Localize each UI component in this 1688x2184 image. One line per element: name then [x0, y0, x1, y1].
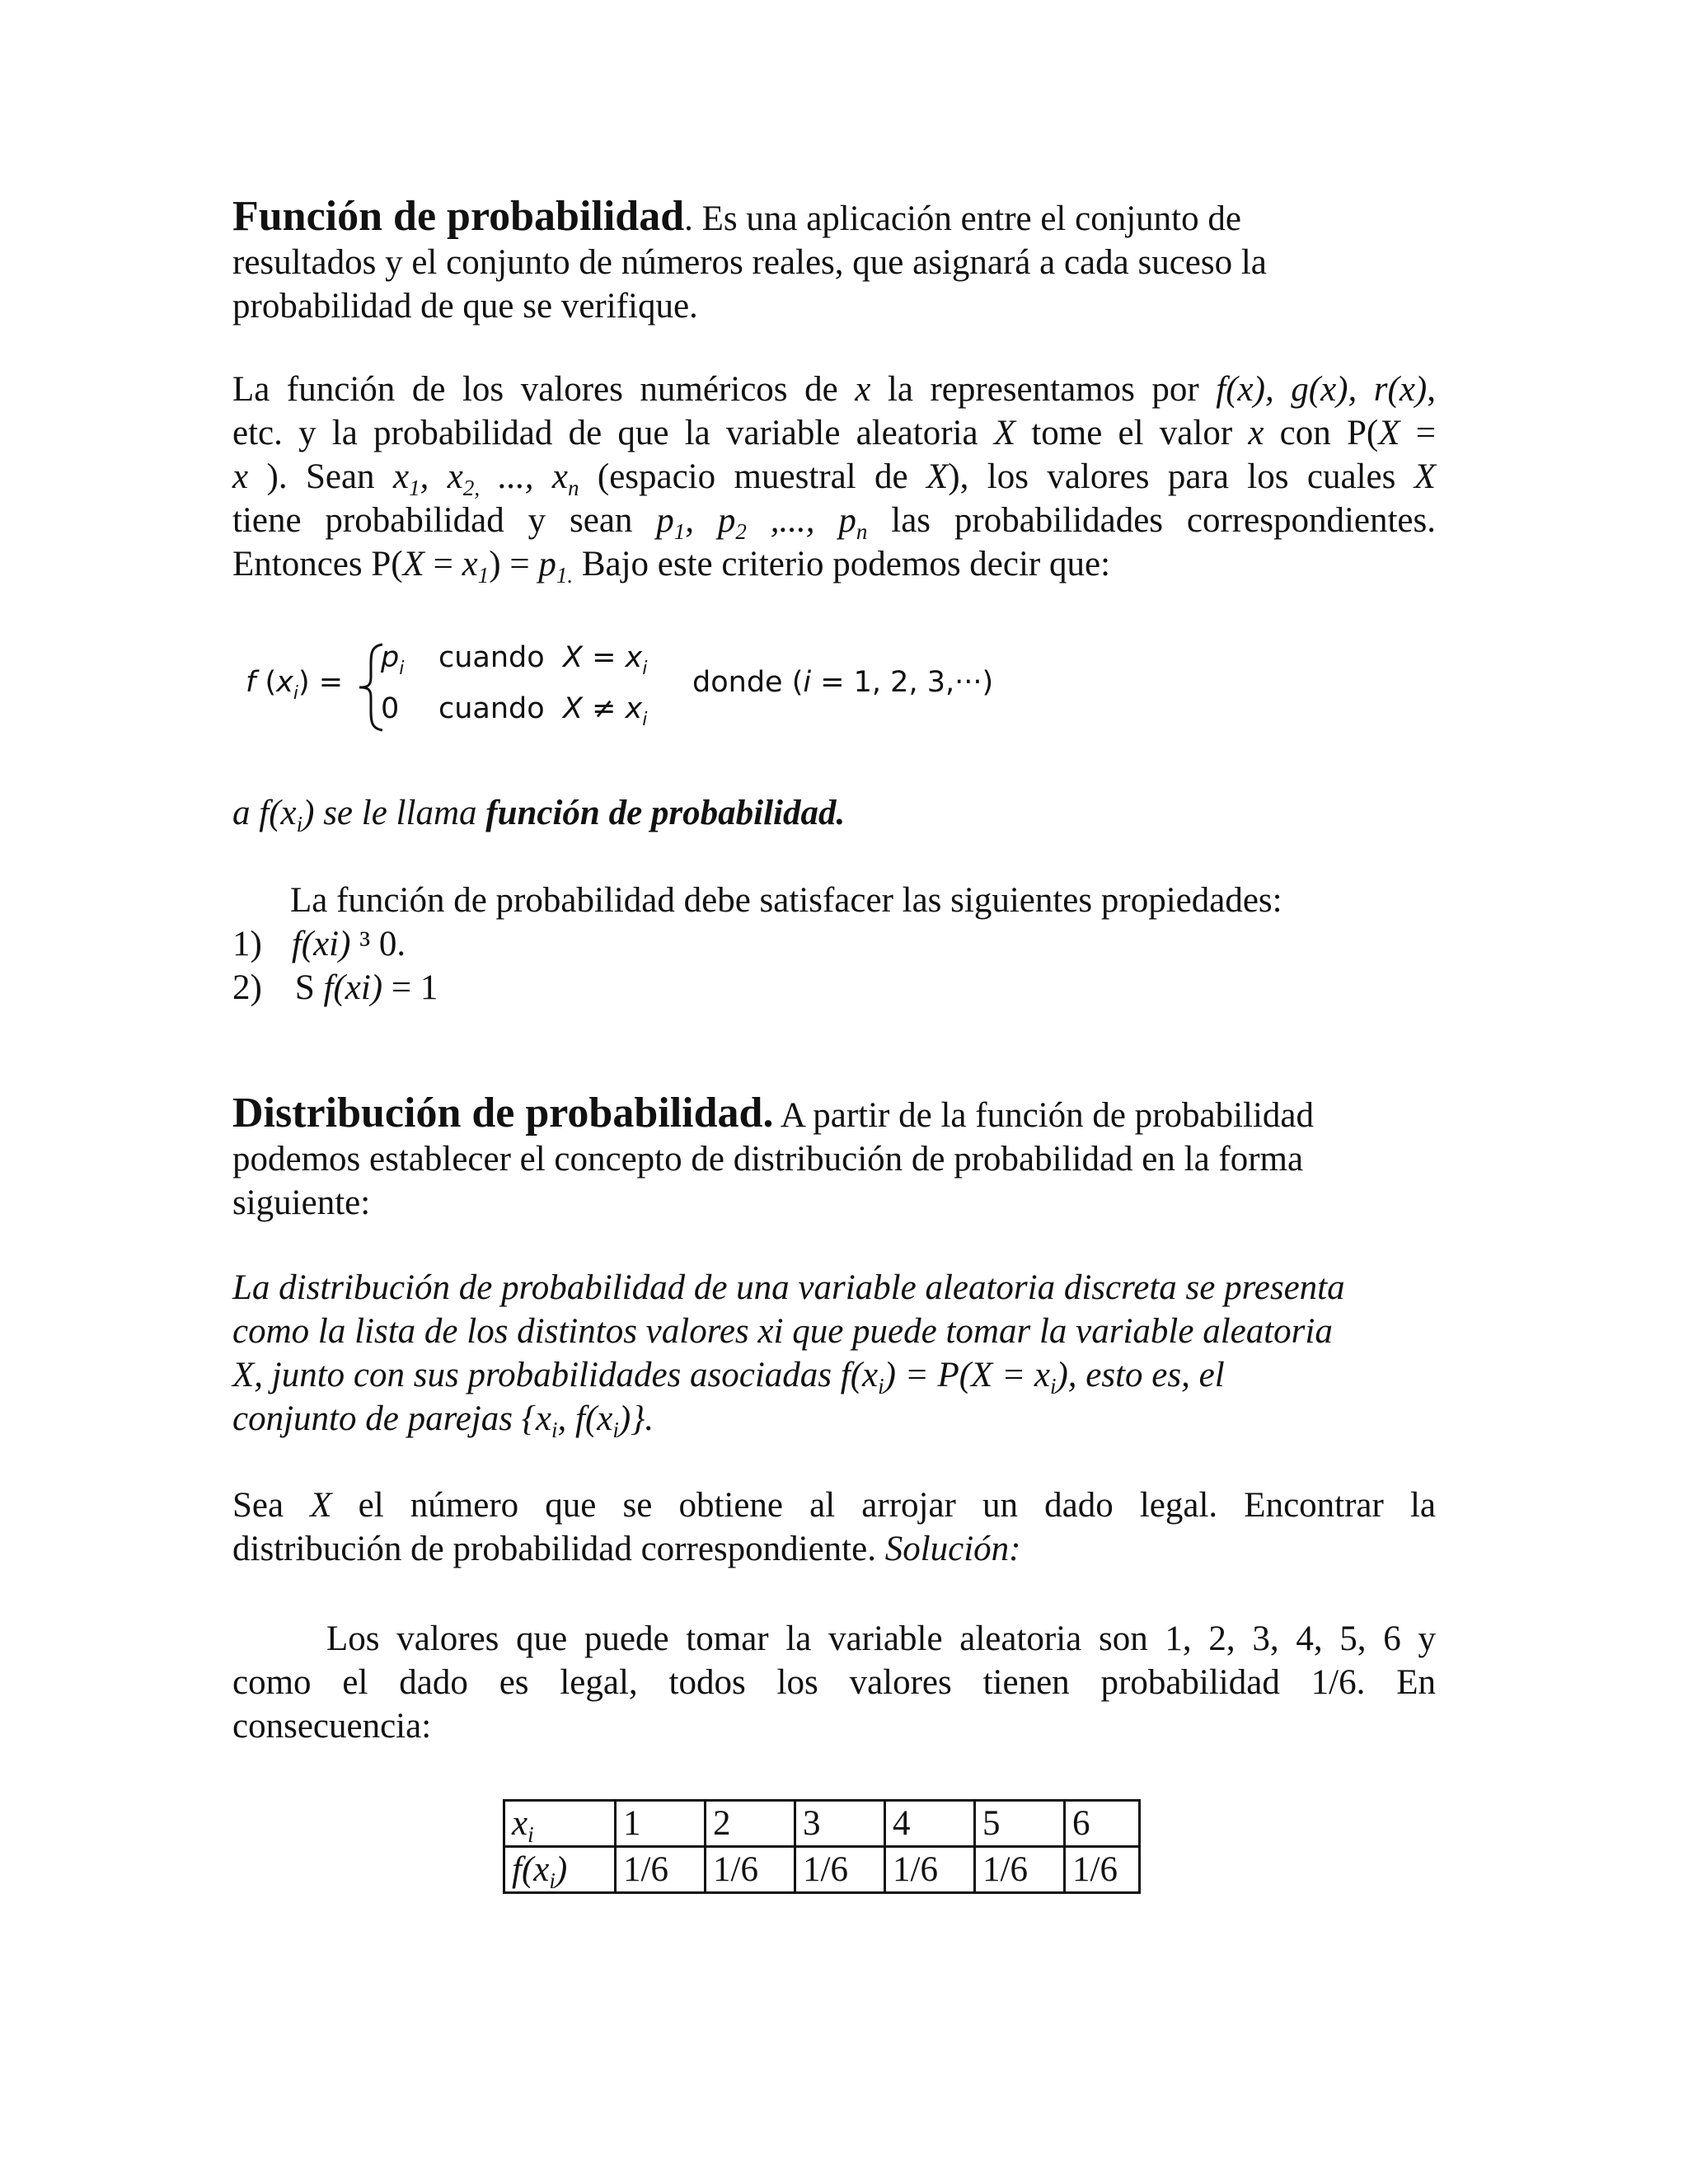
distribution-paragraph: Distribución de probabilidad. A partir de la función de probabilidad podemos establecer el concepto de distribución de probabilidad en la forma siguiente:	[232, 1090, 1315, 1222]
table-cell: 1/6	[975, 1847, 1065, 1893]
intro-paragraph: Función de probabilidad. Es una aplicación entre el conjunto de resultados y el conjunto de números reales, que asignará a cada suceso la probabilidad de que se verifique.	[232, 193, 1267, 326]
example-paragraph: Sea X el número que se obtiene al arrojar un dado legal. Encontrar la distribución de probabilidad correspondiente. Solución:	[232, 1486, 1436, 1568]
text-line: x ). Sean $x_1$, $x_{2,}$ ..., $x_n$ (espacio muestral de X), los valores para los cuales X	[232, 457, 1437, 500]
table-cell: 5	[975, 1801, 1065, 1847]
table-cell: 2	[706, 1801, 795, 1847]
table-cell: 1/6	[795, 1847, 885, 1893]
table-cell: 6	[1065, 1801, 1140, 1847]
formula-index-range: donde (i = 1, 2, 3,···)	[692, 666, 994, 699]
text-line: tiene probabilidad y sean $p_1$, $p_2$ ,..., $p_n$ las probabilidades correspondientes.	[232, 501, 1436, 544]
table-cell: 1/6	[616, 1847, 706, 1893]
formula-lhs: f $(x_i)$ =	[246, 666, 344, 704]
definition-line: a $f(x_i)$ se le llama función de probabilidad.	[232, 794, 846, 837]
text-line: La función de los valores numéricos de x la representamos por f(x), g(x), r(x),	[232, 370, 1436, 409]
table-cell: 1	[616, 1801, 706, 1847]
case2-condition: cuando $X \ne x_i$	[438, 692, 648, 730]
case2-value: 0	[381, 692, 400, 725]
distribution-table	[503, 1799, 1141, 1894]
table-row	[504, 1847, 1140, 1893]
property-2: 2) S f(xi) = 1	[232, 968, 438, 1007]
table-cell: 1/6	[885, 1847, 975, 1893]
heading-funcion-probabilidad: Función de probabilidad	[232, 193, 685, 240]
property-1: 1) f(xi) ³ 0.	[232, 925, 406, 963]
case1-value: $p_i$	[381, 641, 405, 679]
text-line: etc. y la probabilidad de que la variable aleatoria X tome el valor x con P(X =	[232, 414, 1436, 452]
heading-distribucion-probabilidad: Distribución de probabilidad.	[232, 1090, 774, 1137]
properties-block: La función de probabilidad debe satisfacer las siguientes propiedades: 1) f(xi) ³ 0. 2) S f(xi) = 1	[232, 879, 1436, 1010]
text-line: Entonces $P(X = x_1) = p_{1.}$ Bajo este criterio podemos decir que:	[232, 545, 1111, 588]
table-row	[504, 1801, 1140, 1847]
table-header-cell: $f(x_i)$	[504, 1847, 616, 1893]
table-header-cell: $x_i$	[504, 1801, 616, 1847]
case1-condition: cuando $X = x_i$	[438, 641, 648, 679]
table-cell: 4	[885, 1801, 975, 1847]
table-cell: 1/6	[1065, 1847, 1140, 1893]
distribution-definition: La distribución de probabilidad de una variable aleatoria discreta se presenta como la lista de los distintos valores xi que puede tomar la variable aleatoria X, junto con sus probabilidades asociadas $f(x_i) = P(X = x_i)$, esto es, el conjunto de parejas {$x_i$, $f(x_i)$}.	[232, 1268, 1345, 1442]
table-cell: 3	[795, 1801, 885, 1847]
notation-paragraph	[232, 368, 1436, 586]
left-brace-icon	[354, 641, 387, 733]
solution-paragraph: Los valores que puede tomar la variable aleatoria son 1, 2, 3, 4, 5, 6 y como el dado es legal, todos los valores tienen probabilidad 1/6. En consecuencia:	[232, 1619, 1436, 1746]
table-cell: 1/6	[706, 1847, 795, 1893]
